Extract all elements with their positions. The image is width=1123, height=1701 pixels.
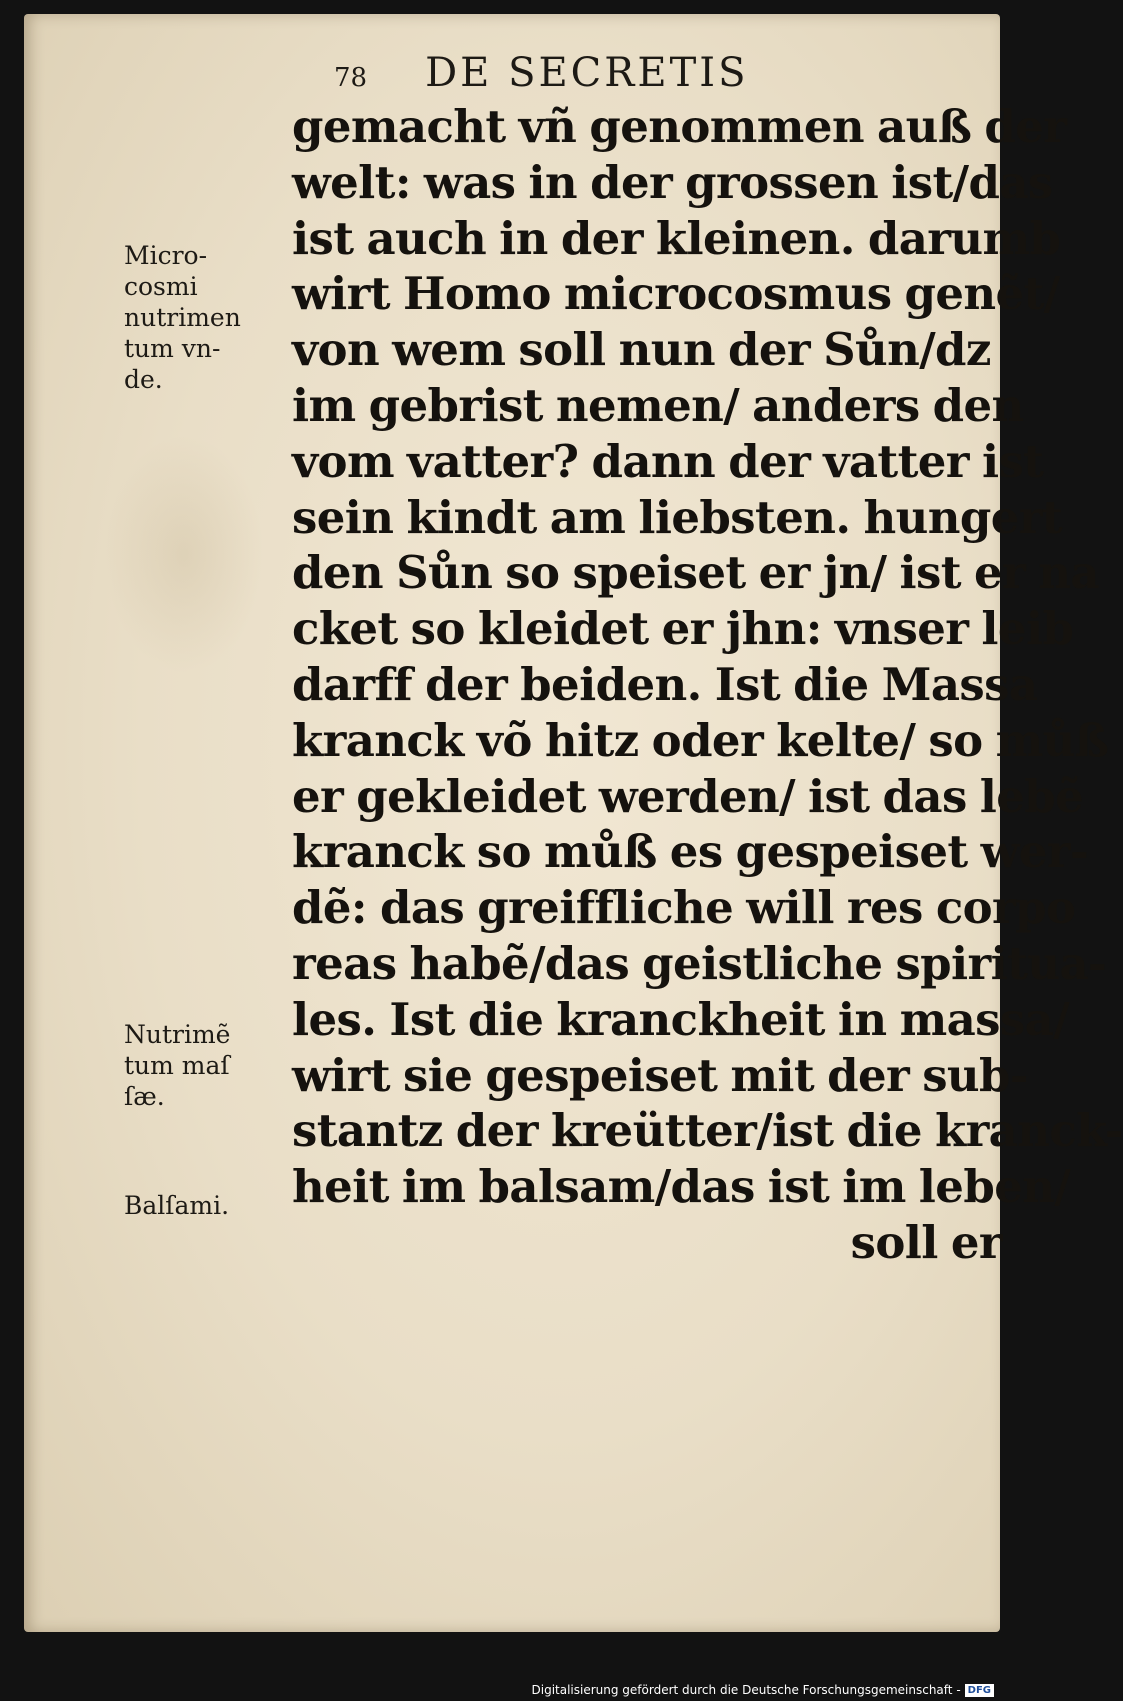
text-line: wirt sie gespeiset mit der sub- (292, 1048, 1028, 1102)
margin-note-line: cosmi (124, 272, 198, 301)
text-line: stantz der kreütter/ist die kranck- (292, 1104, 1123, 1158)
running-title: DE SECRETIS (425, 50, 749, 96)
dfg-logo: DFG (965, 1684, 994, 1697)
text-line: von wem soll nun der Sůn/dz (292, 323, 991, 377)
margin-note-line: tum vn- (124, 334, 221, 363)
text-line: cket so kleidet er jhn: vnser leib (292, 602, 1074, 656)
margin-note-line: Nutrimẽ (124, 1020, 231, 1049)
margin-note-microcosmi (124, 240, 241, 395)
margin-note-line: ſæ. (124, 1082, 165, 1111)
credit-text: Digitalisierung gefördert durch die Deutsche Forschungsgemeinschaft - (531, 1683, 961, 1697)
text-line: gemacht vñ genommen auß der (292, 100, 1067, 153)
page-header (334, 50, 748, 96)
margin-note-nutrimentum (124, 1019, 230, 1112)
text-line: dẽ: das greiffliche will res corpo (292, 881, 1076, 935)
text-line: sein kindt am liebsten. hungert (292, 490, 1063, 544)
margin-note-line: Micro- (124, 241, 208, 270)
text-line: les. Ist die kranckheit in massa/ (292, 992, 1070, 1046)
text-line: ist auch in der kleinen. darumb (292, 211, 1061, 265)
text-line: welt: was in der grossen ist/das (292, 155, 1053, 209)
margin-note-line: Balſami. (124, 1191, 230, 1220)
text-line: im gebrist nemen/ anders den (292, 378, 1024, 432)
margin-note-balsami (124, 1190, 229, 1221)
folio-number: 78 (334, 63, 368, 93)
main-text-block (292, 99, 1123, 1271)
paper-stain (104, 434, 264, 674)
text-line: reas habẽ/das geistliche spiritua- (292, 936, 1107, 990)
text-line: er gekleidet werden/ ist das lebẽ (292, 769, 1084, 823)
text-line: wirt Homo microcosmus genẽt/ (292, 267, 1060, 321)
text-line: kranck võ hitz oder kelte/ so můß (292, 713, 1109, 767)
margin-note-line: tum maſ (124, 1051, 230, 1080)
text-line: heit im balsam/das ist im leben/ (292, 1160, 1071, 1214)
digitization-credit (532, 1683, 995, 1697)
margin-note-line: nutrimen (124, 303, 241, 332)
book-page (24, 14, 1123, 1632)
text-line: kranck so můß es gespeiset wer- (292, 825, 1089, 879)
text-line: darff der beiden. Ist die Massa (292, 657, 1038, 711)
text-line: vom vatter? dann der vatter ist (292, 434, 1044, 488)
margin-note-line: de. (124, 365, 163, 394)
text-line: den Sůn so speiset er jn/ ist er na (292, 546, 1099, 600)
catchword-line: soll er (850, 1215, 1002, 1269)
